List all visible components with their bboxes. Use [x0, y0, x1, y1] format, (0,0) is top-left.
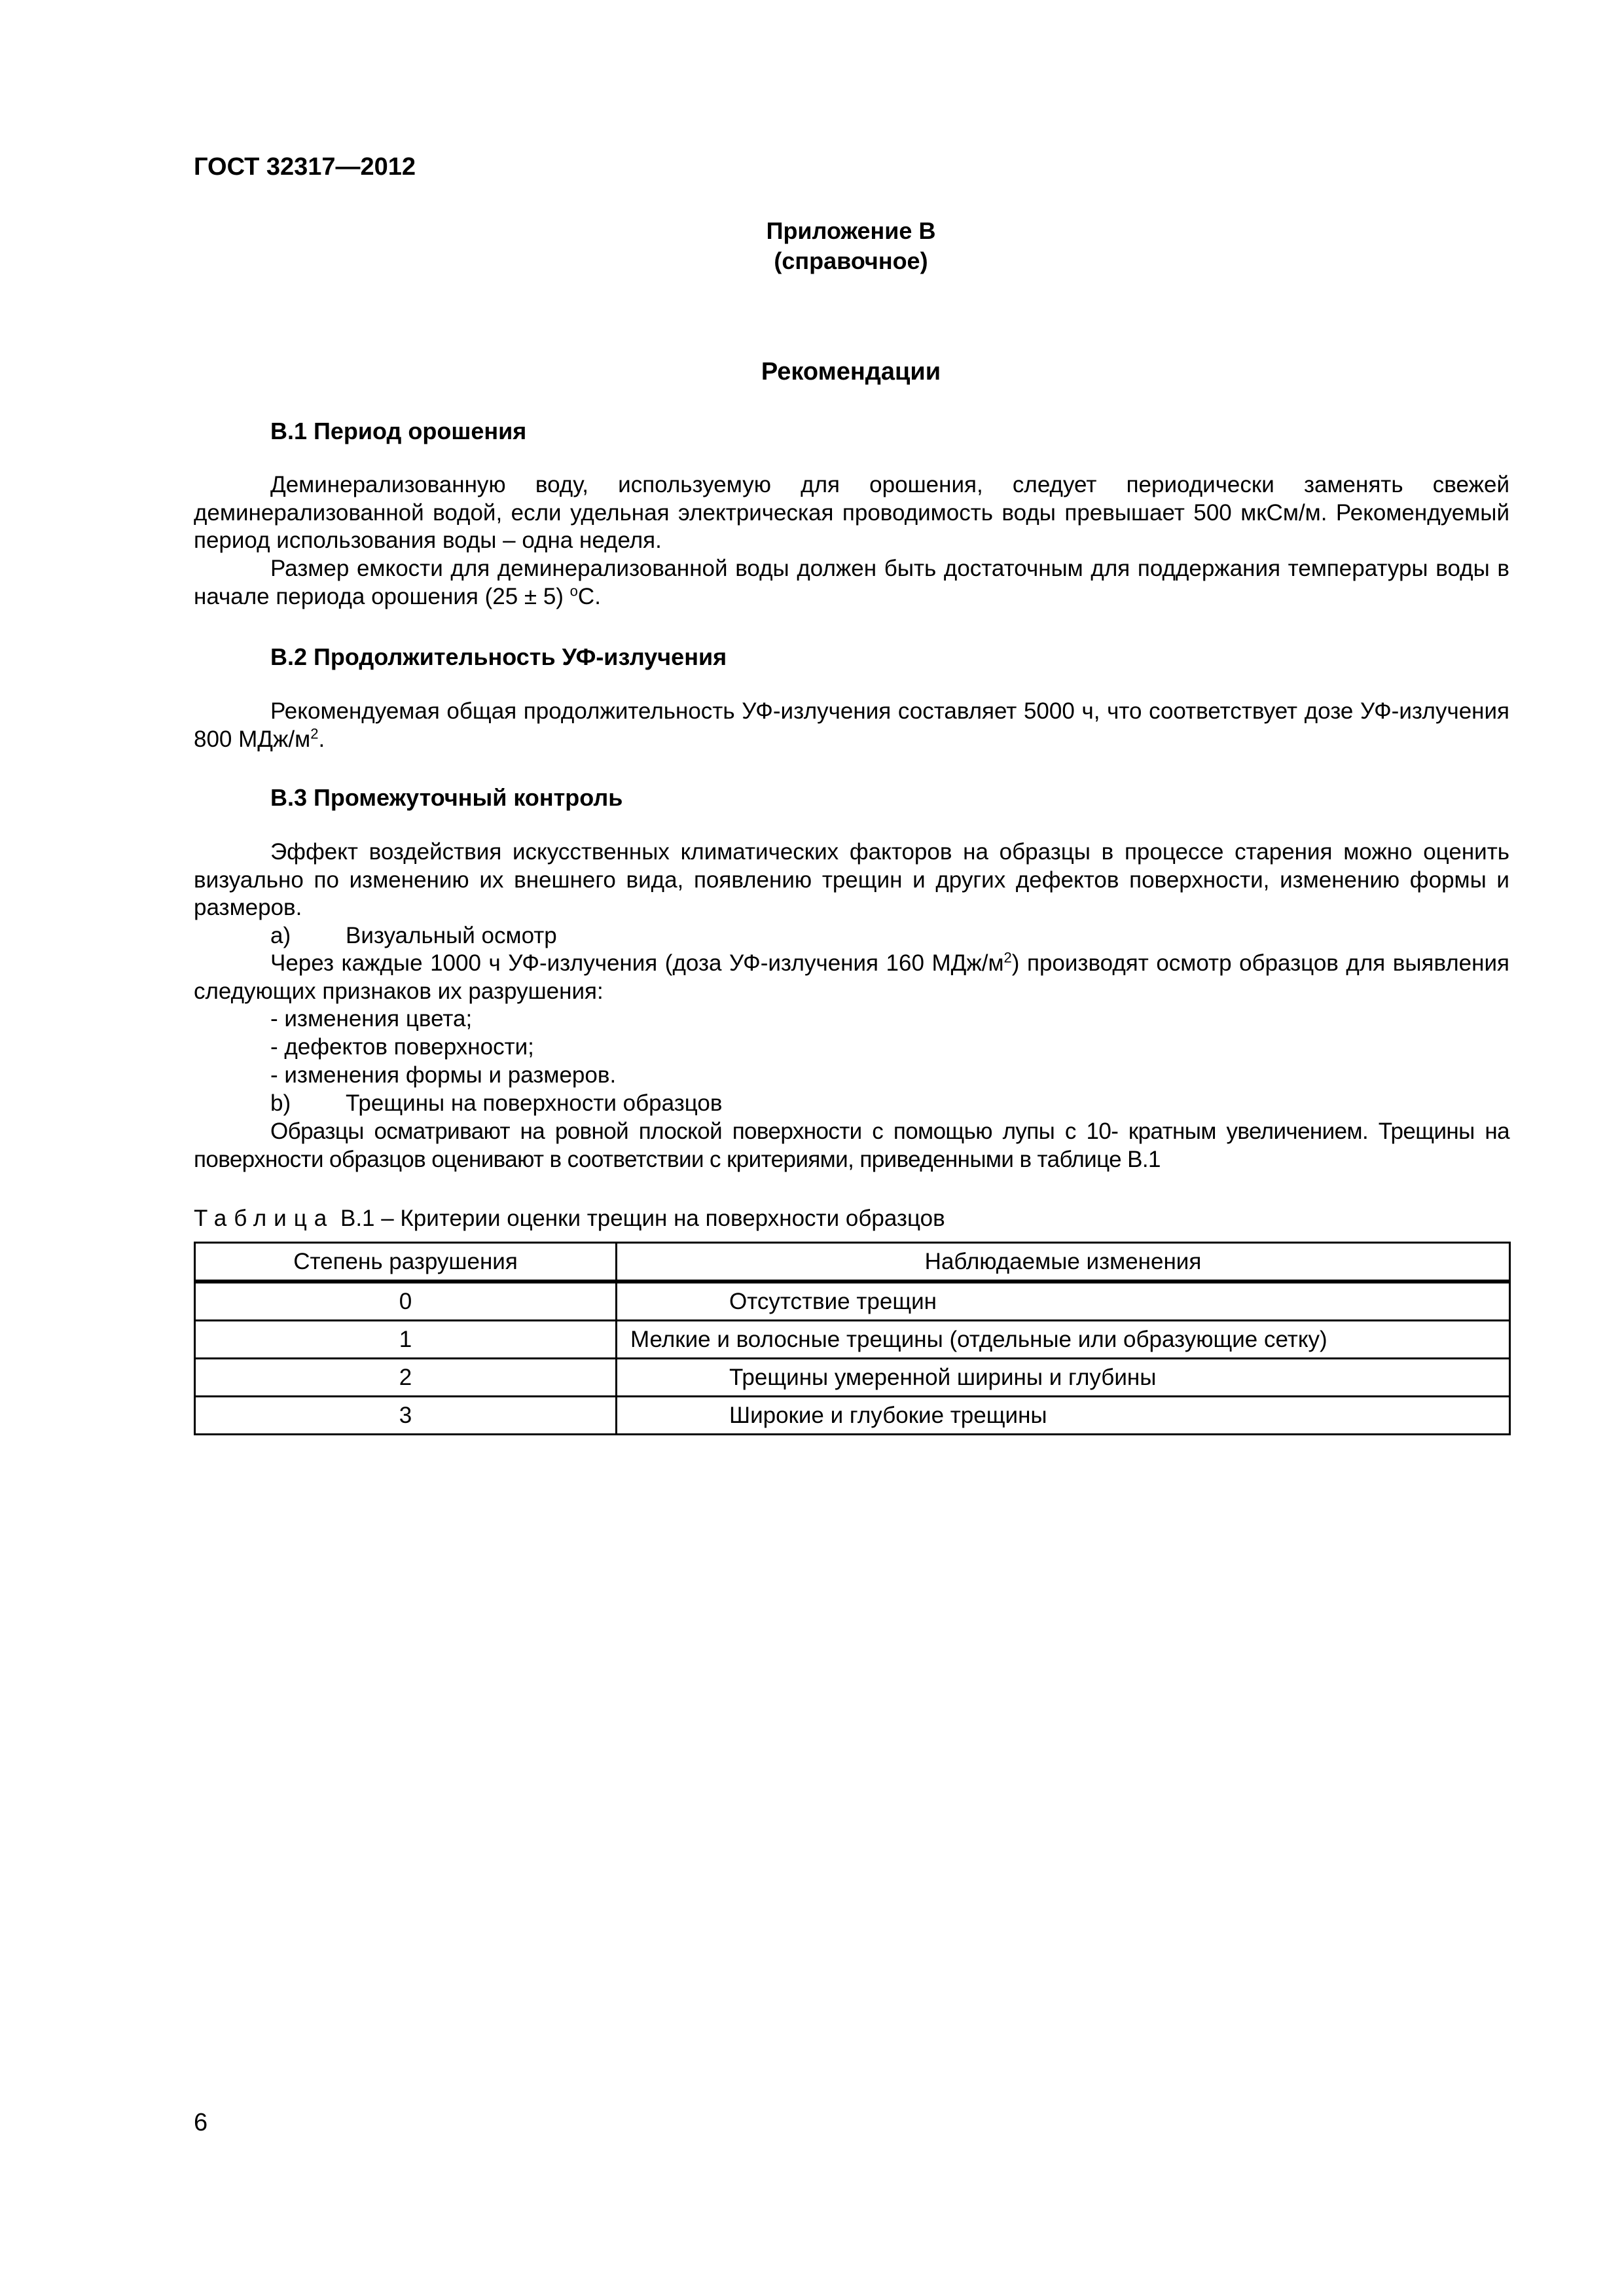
table-cell-changes: Трещины умеренной ширины и глубины — [617, 1359, 1510, 1397]
section-3-paragraph-3 — [194, 1118, 1509, 1174]
table-cell-changes: Отсутствие трещин — [617, 1282, 1510, 1321]
table-row — [195, 1282, 1510, 1321]
list-item: - изменения цвета; — [270, 1006, 473, 1031]
section-3-paragraph-2-end: ) производят осмотр образцов для выявления следующих признаков их разрушения: — [194, 950, 1509, 1004]
section-2-heading: В.2 Продолжительность УФ-излучения — [270, 643, 727, 670]
section-1-paragraph-2 — [194, 555, 1509, 611]
section-3-paragraph-2-text: Через каждые 1000 ч УФ-излучения (доза УФ-излучения 160 МДж/м — [270, 950, 1004, 976]
column-header-degree: Степень разрушения — [195, 1243, 617, 1282]
section-3-paragraph-1 — [194, 838, 1509, 922]
table-cell-degree: 3 — [195, 1397, 617, 1435]
table-header-row — [195, 1243, 1510, 1282]
appendix-title: Приложение В — [766, 217, 936, 244]
section-2-paragraph-end: . — [318, 726, 325, 752]
page-number: 6 — [194, 2109, 208, 2136]
section-1-paragraph-1-text: Деминерализованную воду, используемую для орошения, следует периодически заменять свежей деминерализованной водой, если удельная электрическая проводимость воды превышает 500 мкСм/м. Рекомендуемый период использования воды – одна неделя. — [194, 472, 1509, 553]
section-2-paragraph — [194, 698, 1509, 753]
column-header-changes: Наблюдаемые изменения — [617, 1243, 1510, 1282]
appendix-type: (справочное) — [774, 247, 928, 274]
square-superscript: 2 — [310, 725, 319, 742]
section-3-heading: В.3 Промежуточный контроль — [270, 784, 623, 811]
section-1-heading: В.1 Период орошения — [270, 418, 527, 444]
table-row — [195, 1321, 1510, 1359]
section-1-paragraph-1 — [194, 471, 1509, 555]
section-2-paragraph-text: Рекомендуемая общая продолжительность УФ-излучения составляет 5000 ч, что соответствует дозе УФ-излучения 800 МДж/м — [194, 698, 1509, 752]
table-cell-changes: Мелкие и волосные трещины (отдельные или образующие сетку) — [617, 1321, 1510, 1359]
table-cell-changes: Широкие и глубокие трещины — [617, 1397, 1510, 1435]
table-cell-degree: 0 — [195, 1282, 617, 1321]
page-title: Рекомендации — [761, 358, 941, 386]
item-b-label: Трещины на поверхности образцов — [346, 1090, 723, 1116]
table-row — [195, 1397, 1510, 1435]
item-a — [270, 922, 557, 950]
criteria-table — [194, 1242, 1511, 1435]
square-superscript-2: 2 — [1003, 949, 1012, 966]
table-row — [195, 1359, 1510, 1397]
section-3-paragraph-2 — [194, 950, 1509, 1005]
item-a-label: Визуальный осмотр — [346, 923, 557, 948]
degree-superscript: o — [569, 582, 578, 599]
list-item: - изменения формы и размеров. — [270, 1062, 617, 1088]
table-caption — [194, 1206, 945, 1232]
item-a-marker: a) — [270, 923, 291, 948]
section-3-paragraph-1-text: Эффект воздействия искусственных климатических факторов на образцы в процессе старения можно оценить визуально по изменению их внешнего вида, появлению трещин и других дефектов поверхности, изменению формы и размеров. — [194, 839, 1509, 920]
section-1-paragraph-2-end: С. — [577, 583, 601, 609]
standard-header: ГОСТ 32317—2012 — [194, 153, 416, 181]
table-cell-degree: 1 — [195, 1321, 617, 1359]
section-1-paragraph-2-text: Размер емкости для деминерализованной воды должен быть достаточным для поддержания температуры воды в начале периода орошения (25 ± 5) — [194, 556, 1509, 609]
table-cell-degree: 2 — [195, 1359, 617, 1397]
item-b — [270, 1090, 722, 1117]
table-caption-text: В.1 – Критерии оценки трещин на поверхности образцов — [340, 1206, 945, 1231]
table-caption-label: Таблица — [194, 1206, 334, 1231]
list-item: - дефектов поверхности; — [270, 1034, 534, 1060]
item-b-marker: b) — [270, 1090, 291, 1116]
section-3-paragraph-3-text: Образцы осматривают на ровной плоской поверхности с помощью лупы с 10- кратным увеличением. Трещины на поверхности образцов оценивают в соответствии с критериями, приведенными в таблице В.1 — [194, 1119, 1509, 1172]
